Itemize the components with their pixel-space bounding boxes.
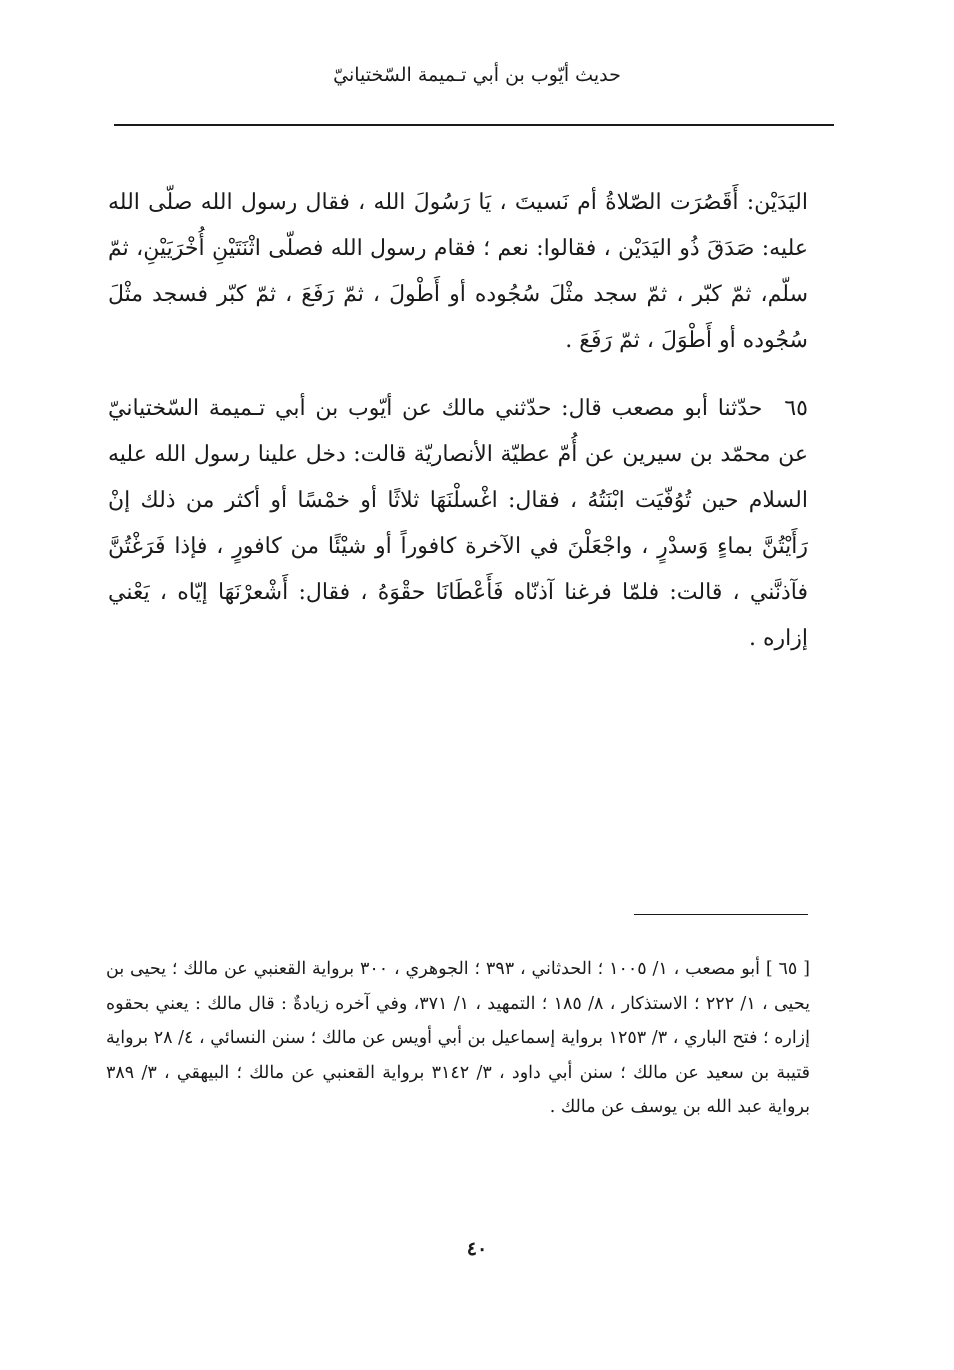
hadith-paragraph: [108, 386, 808, 662]
footnote: [ ٦٥ ] أبو مصعب ، ١/ ١٠٠٥ ؛ الحدثاني ، ٣٩٣ ؛ الجوهري ، ٣٠٠ برواية القعنبي عن مالك ؛ يحيى بن يحيى ، ١/ ٢٢٢ ؛ الاستذكار ، ٨/ ١٨٥ ؛ التمهيد ، ١/ ٣٧١، وفي آخره زيادةٌ : قال مالك : يعني بحقوه إزاره ؛ فتح الباري ، ٣/ ١٢٥٣ برواية إسماعيل بن أبي أويس عن مالك ؛ سنن النسائي ، ٤/ ٢٨ برواية قتيبة بن سعيد عن مالك ؛ سنن أبي داود ، ٣/ ٣١٤٢ برواية القعنبي عن مالك ؛ البيهقي ، ٣/ ٣٨٩ برواية عبد الله بن يوسف عن مالك .: [106, 959, 810, 1117]
running-header: حديث أيّوب بن أبي تـميمة السّختيانيّ: [333, 64, 621, 86]
hadith-text: حدّثنا أبو مصعب قال: حدّثني مالك عن أيّوب بن أبي تـميمة السّختيانيّ عن محمّد بن سيرين عن أُمّ عطيّة الأنصاريّة قالت: دخل علينا رسول الله عليه السلام حين تُوُفّيَت ابْنَتُهُ ، فقال: اغْسلْنَهَا ثلاثًا أو خمْسًا أو أكثر من ذلك إنْ رَأَيْتُنَّ بماءٍ وَسدْرٍ ، واجْعَلْنَ في الآخرة كافوراً أو شيْئًا من كافورٍ ، فإذا فَرَغْتُنَّ فآذنَّني ، قالت: فلمّا فرغنا آذنّاه فَأَعْطَانَا حقْوَهُ ، فقال: أَشْعرْنَهَا إيّاه ، يَعْني إزاره .: [108, 396, 808, 651]
paragraph-continuation: اليَدَيْن: أَقَصُرَت الصّلاةُ أم نَسيتَ ، يَا رَسُولَ الله ، فقال رسول الله صلّى الله عليه: صَدَقَ ذُو اليَدَيْن ، فقالوا: نعم ؛ فقام رسول الله فصلّى اثْنَتَيْنِ أُخْرَيَيْنِ، ثمّ سلّم، ثمّ كبّر ، ثمّ سجد مثْلَ سُجُوده أو أَطْولَ ، ثمّ رَفَعَ ، ثمّ كبّر فسجد مثْلَ سُجُوده أو أَطْوَلَ ، ثمّ رَفَعَ .: [108, 190, 809, 353]
footnote-rule: [634, 914, 808, 915]
main-text: [108, 180, 808, 662]
header-rule: [114, 124, 834, 126]
page-number: ٤٠: [466, 1238, 488, 1260]
hadith-number: ٦٥: [784, 396, 808, 421]
